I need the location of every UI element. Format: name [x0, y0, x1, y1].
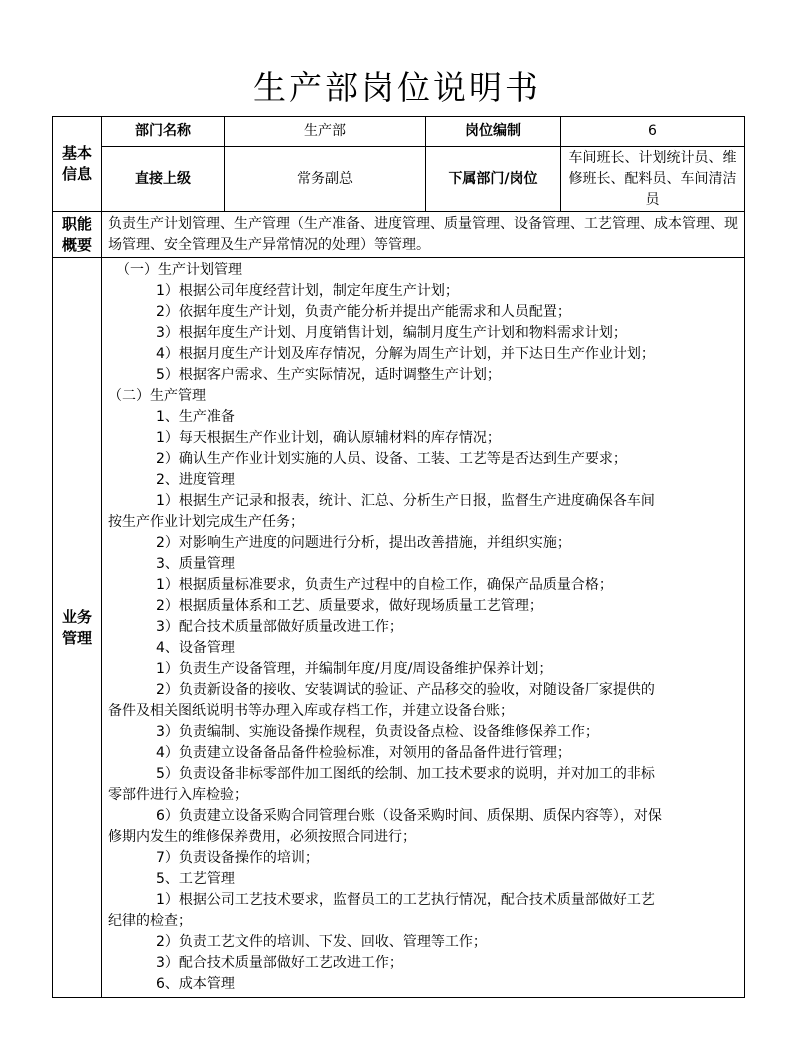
headcount-label: 岗位编制 [426, 117, 561, 147]
business-line: 备件及相关图纸说明书等办理入库或存档工作，并建立设备台账； [108, 703, 514, 719]
function-label: 职能概要 [53, 212, 102, 258]
business-line: 修期内发生的维修保养费用，必须按照合同进行； [108, 829, 416, 845]
business-line: 3、质量管理 [156, 556, 235, 572]
business-line: 按生产作业计划完成生产任务； [108, 514, 304, 530]
business-line: 4）根据月度生产计划及库存情况，分解为周生产计划，并下达日生产作业计划； [156, 346, 655, 362]
business-line: 2）根据质量体系和工艺、质量要求，做好现场质量工艺管理； [156, 598, 543, 614]
business-line: 4、设备管理 [156, 640, 235, 656]
business-line: 7）负责设备操作的培训； [156, 850, 319, 866]
business-line: 3）配合技术质量部做好质量改进工作； [156, 619, 403, 635]
superior-label: 直接上级 [102, 147, 225, 212]
business-line: 1）负责生产设备管理，并编制年度/月度/周设备维护保养计划； [156, 661, 553, 677]
business-line: 5、工艺管理 [156, 871, 235, 887]
business-content [102, 258, 745, 998]
business-line: 1）根据公司年度经营计划，制定年度生产计划； [156, 283, 459, 299]
dept-name-label: 部门名称 [102, 117, 225, 147]
business-line: 6、成本管理 [156, 976, 235, 992]
dept-name-value: 生产部 [225, 117, 426, 147]
headcount-value: 6 [561, 117, 745, 147]
row-superior [53, 147, 745, 212]
business-line: 2）依据年度生产计划，负责产能分析并提出产能需求和人员配置； [156, 304, 571, 320]
business-line: 2）负责新设备的接收、安装调试的验证、产品移交的验收，对随设备厂家提供的 [156, 682, 655, 698]
business-label: 业务管理 [53, 258, 102, 998]
job-description-table [52, 116, 745, 998]
row-business [53, 258, 745, 998]
basic-info-label: 基本信息 [53, 117, 102, 212]
document-title: 生产部岗位说明书 [253, 68, 541, 107]
business-line: 6）负责建立设备采购合同管理台账（设备采购时间、质保期、质保内容等），对保 [156, 808, 662, 824]
business-line: 5）根据客户需求、生产实际情况，适时调整生产计划； [156, 367, 501, 383]
business-line: 3）根据年度生产计划、月度销售计划，编制月度生产计划和物料需求计划； [156, 325, 627, 341]
business-line: 1、生产准备 [156, 409, 235, 425]
business-line: （二）生产管理 [108, 388, 206, 404]
business-line: 2）确认生产作业计划实施的人员、设备、工装、工艺等是否达到生产要求； [156, 451, 627, 467]
row-dept-name [53, 117, 745, 147]
superior-value: 常务副总 [225, 147, 426, 212]
business-line: 零部件进行入库检验； [108, 787, 248, 803]
business-line: 5）负责设备非标零部件加工图纸的绘制、加工技术要求的说明，并对加工的非标 [156, 766, 655, 782]
business-line: 2）负责工艺文件的培训、下发、回收、管理等工作； [156, 934, 487, 950]
business-line: 3）负责编制、实施设备操作规程，负责设备点检、设备维修保养工作； [156, 724, 599, 740]
row-function [53, 212, 745, 258]
business-line: 1）每天根据生产作业计划，确认原辅材料的库存情况； [156, 430, 501, 446]
business-line: 1）根据生产记录和报表，统计、汇总、分析生产日报，监督生产进度确保各车间 [156, 493, 655, 509]
business-line: 纪律的检查； [108, 913, 192, 929]
subordinate-label: 下属部门/岗位 [426, 147, 561, 212]
business-line: 4）负责建立设备备品备件检验标准，对领用的备品备件进行管理； [156, 745, 571, 761]
business-line: 1）根据公司工艺技术要求，监督员工的工艺执行情况，配合技术质量部做好工艺 [156, 892, 655, 908]
business-line: 1）根据质量标准要求，负责生产过程中的自检工作，确保产品质量合格； [156, 577, 613, 593]
business-lines [108, 260, 740, 995]
business-line: 2、进度管理 [156, 472, 235, 488]
business-line: 2）对影响生产进度的问题进行分析，提出改善措施，并组织实施； [156, 535, 571, 551]
function-text: 负责生产计划管理、生产管理（生产准备、进度管理、质量管理、设备管理、工艺管理、成本管理、现场管理、安全管理及生产异常情况的处理）等管理。 [102, 212, 745, 258]
business-line: 3）配合技术质量部做好工艺改进工作； [156, 955, 403, 971]
business-line: （一）生产计划管理 [116, 262, 242, 278]
subordinate-value: 车间班长、计划统计员、维修班长、配料员、车间清洁员 [561, 147, 745, 212]
